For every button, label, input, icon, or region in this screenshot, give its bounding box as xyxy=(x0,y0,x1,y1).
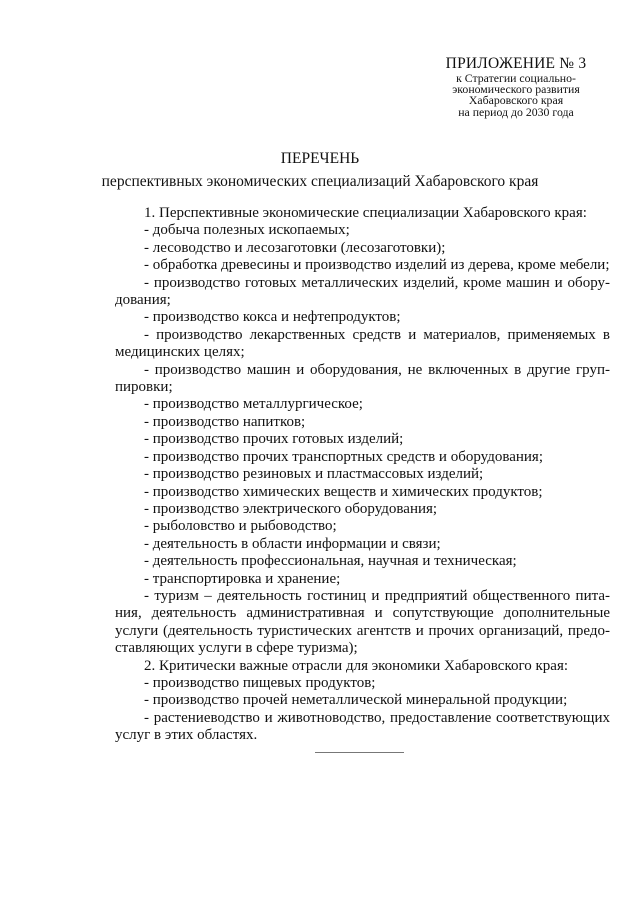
end-divider xyxy=(315,752,404,753)
list-item: - производство электрического оборудования; xyxy=(144,500,438,517)
list-item: - деятельность профессиональная, научная и техническая; xyxy=(144,553,517,570)
appendix-line: на период до 2030 года xyxy=(458,104,574,119)
document-body xyxy=(115,205,610,745)
list-item: - добыча полезных ископаемых; xyxy=(144,222,350,239)
list-item: - производство металлургическое; xyxy=(144,396,363,413)
list-item: - производство пищевых продуктов; xyxy=(144,674,376,691)
list-item: - лесоводство и лесозаготовки (лесозаготовки); xyxy=(144,239,446,256)
list-item: - растениеводство и животноводство, предоставление соответствующих услуг в этих областях. xyxy=(115,709,610,744)
list-item: - производство химических веществ и химических продуктов; xyxy=(144,483,543,500)
list-item: - производство лекарственных средств и материалов, применяемых в медицинских целях; xyxy=(115,326,610,361)
list-item: - рыболовство и рыбоводство; xyxy=(144,518,337,535)
section-heading: 2. Критически важные отрасли для экономики Хабаровского края: xyxy=(144,657,569,674)
list-item: - производство резиновых и пластмассовых изделий; xyxy=(144,466,484,483)
list-item: - деятельность в области информации и связи; xyxy=(144,535,441,552)
list-item: - производство машин и оборудования, не включенных в другие груп-пировки; xyxy=(115,361,610,396)
appendix-line: экономического развития xyxy=(452,82,580,97)
list-item: - производство напитков; xyxy=(144,413,306,430)
list-item: - транспортировка и хранение; xyxy=(144,570,341,587)
appendix-header xyxy=(425,55,607,118)
list-item: - производство прочих готовых изделий; xyxy=(144,431,404,448)
appendix-line: Хабаровского края xyxy=(468,93,564,108)
section-heading: 1. Перспективные экономические специализации Хабаровского края: xyxy=(144,205,587,221)
list-item: - производство прочих транспортных средств и оборудования; xyxy=(144,448,543,465)
list-item: - производство кокса и нефтепродуктов; xyxy=(144,309,401,326)
list-item: - обработка древесины и производство изделий из дерева, кроме мебели; xyxy=(144,257,610,274)
document-title: ПЕРЕЧЕНЬ xyxy=(280,150,360,167)
list-item: - туризм – деятельность гостиниц и предприятий общественного пита-ния, деятельность административная и сопутствующие дополнительные услуги (деятельность туристических агентств и прочих организаций, предо-ставляющих услуги в сфере туризма); xyxy=(115,587,610,657)
list-item: - производство готовых металлических изделий, кроме машин и обору-дования; xyxy=(115,274,610,309)
list-item: - производство прочей неметаллической минеральной продукции; xyxy=(144,692,568,709)
document-subtitle: перспективных экономических специализаций Хабаровского края xyxy=(101,173,539,190)
appendix-line: к Стратегии социально- xyxy=(456,71,576,85)
appendix-title: ПРИЛОЖЕНИЕ № 3 xyxy=(445,55,587,72)
